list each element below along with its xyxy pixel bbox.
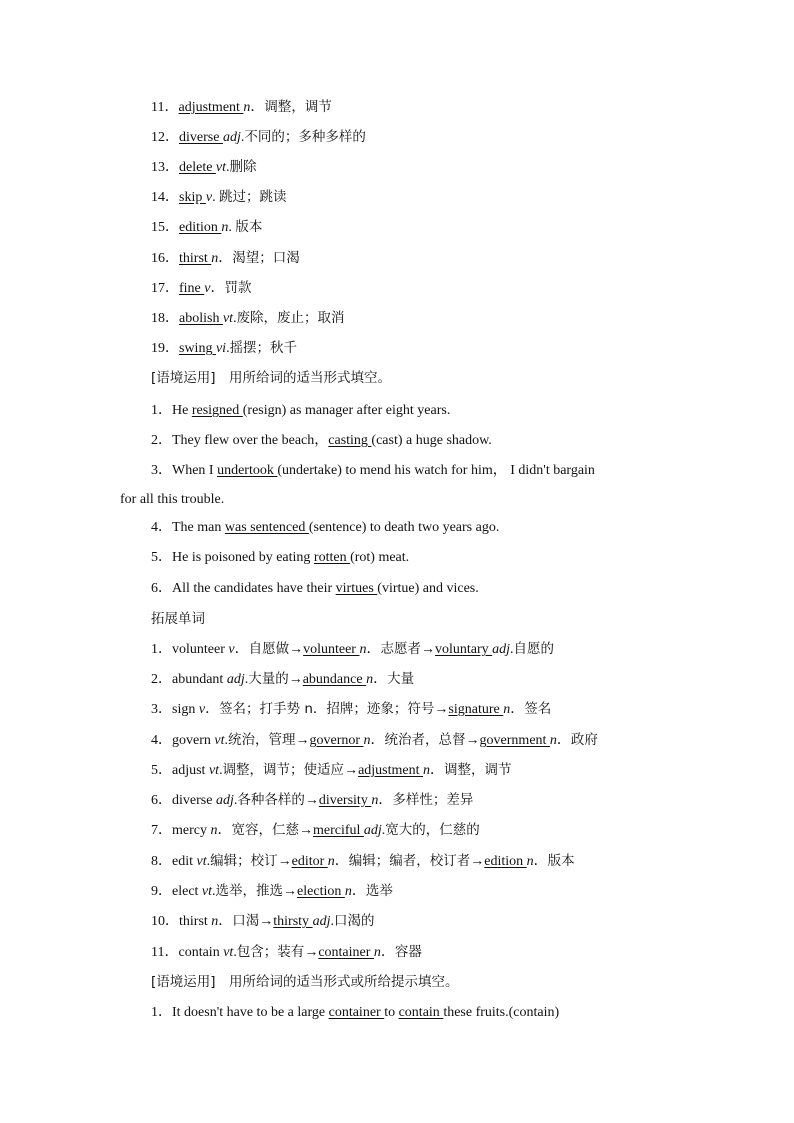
base-word: abundant (172, 672, 227, 687)
section-heading (151, 973, 459, 992)
meaning: 调整，调节；使适应 (222, 762, 345, 778)
separator: . (240, 130, 245, 145)
expand-item (151, 640, 554, 659)
part-of-speech: n (373, 945, 381, 960)
part-of-speech: vt (223, 945, 234, 960)
meaning: 大量 (387, 671, 415, 687)
vocab-item (151, 128, 366, 147)
derived-word: container (318, 945, 374, 960)
arrow: → (304, 945, 319, 960)
part-of-speech: n (503, 702, 511, 717)
separator: . (212, 884, 216, 899)
item-number: 14． (151, 190, 179, 205)
part-of-speech: v (205, 190, 213, 205)
part-of-speech: n (221, 220, 229, 235)
meaning: 志愿者 (380, 641, 421, 657)
item-number: 1． (151, 1005, 172, 1020)
meaning: 版本 (547, 853, 575, 869)
meaning: 不同的；多种多样的 (244, 129, 366, 145)
part-of-speech: vt (222, 311, 234, 326)
part-of-speech: n (526, 854, 534, 869)
item-number: 11． (151, 945, 179, 960)
separator: ． (218, 914, 233, 929)
derived-word: abundance (302, 672, 367, 687)
meaning: 删除 (229, 159, 257, 175)
item-number: 19． (151, 341, 179, 356)
base-word: sign (172, 702, 199, 717)
answer-blank: rotten (313, 550, 351, 565)
part-of-speech: n (363, 733, 371, 748)
vocab-word: skip (179, 190, 206, 205)
separator: . (226, 160, 230, 175)
base-word: edit (172, 854, 197, 869)
item-number: 9． (151, 884, 172, 899)
meaning: 渴望；口渴 (232, 250, 300, 266)
separator: ． (366, 642, 381, 657)
meaning: 各种各样的 (237, 792, 305, 808)
vocab-item (151, 339, 297, 358)
separator: . (381, 823, 386, 838)
vocab-item (151, 158, 257, 177)
meaning: 签名 (524, 701, 552, 717)
part-of-speech: n (210, 823, 218, 838)
part-of-speech: n (549, 733, 557, 748)
exercise-sentence (151, 549, 409, 567)
base-word: diverse (172, 793, 216, 808)
separator: ． (373, 672, 388, 687)
meaning: 调整，调节 (264, 99, 332, 115)
separator: ． (218, 251, 233, 266)
base-word: govern (172, 733, 215, 748)
vocab-word: swing (179, 341, 216, 356)
arrow: → (283, 884, 298, 899)
arrow: → (434, 702, 449, 717)
meaning: 容器 (394, 944, 422, 960)
answer-blank: undertook (217, 463, 278, 478)
meaning: 大量的 (248, 671, 289, 687)
answer-blank: was sentenced (224, 520, 309, 535)
separator: ． (234, 642, 249, 657)
part-of-speech: n (211, 251, 219, 266)
part-of-speech: v (204, 281, 211, 296)
meaning: 罚款 (224, 280, 252, 296)
vocab-item (151, 279, 251, 298)
part-of-speech: v (198, 702, 206, 717)
expand-item (151, 943, 422, 962)
section-heading (151, 610, 205, 629)
meaning: 废除，废止；取消 (236, 310, 345, 326)
exercise-sentence-continued (120, 491, 224, 509)
item-number: 6． (151, 793, 172, 808)
derived-word: adjustment (358, 763, 423, 778)
vocab-word: abolish (179, 311, 223, 326)
section-title: [语境运用] 用所给词的适当形式填空。 (151, 370, 392, 386)
arrow: → (344, 763, 359, 778)
separator: ． (351, 884, 366, 899)
vocab-item (151, 309, 345, 328)
part-of-speech: n (211, 914, 219, 929)
item-number: 15． (151, 220, 179, 235)
separator: ． (217, 823, 232, 838)
separator: . (206, 854, 211, 869)
expand-item (151, 761, 512, 780)
item-number: 8． (151, 854, 172, 869)
sentence-text: All the candidates have their (172, 581, 336, 596)
separator: ． (205, 702, 220, 717)
vocab-word: delete (179, 160, 216, 175)
vocab-word: thirst (179, 251, 212, 266)
sentence-text: He is poisoned by eating (172, 550, 314, 565)
part-of-speech: vt (214, 733, 225, 748)
item-number: 12． (151, 130, 179, 145)
sentence-text: (sentence) to death two years ago. (308, 520, 500, 535)
sentence-text: (virtue) and vices. (377, 581, 479, 596)
expand-item (151, 821, 480, 840)
sentence-text: The man (172, 520, 225, 535)
derived-word: merciful (312, 823, 364, 838)
derived-word: diversity (318, 793, 372, 808)
meaning: 统治，管理 (228, 732, 296, 748)
part-of-speech: adj (492, 642, 511, 657)
item-number: 6． (151, 581, 172, 596)
part-of-speech: vt (201, 884, 213, 899)
vocab-item (151, 218, 262, 237)
section-title: 拓展单词 (151, 611, 205, 627)
vocab-word: diverse (179, 130, 223, 145)
item-number: 11． (151, 100, 179, 115)
vocab-item (151, 98, 332, 117)
part-of-speech: vi (215, 341, 227, 356)
base-word: contain (178, 945, 224, 960)
meaning: 摇摆；秋千 (229, 340, 298, 356)
meaning: 编辑；校订 (210, 853, 278, 869)
item-number: 2． (151, 433, 172, 448)
expand-item (151, 882, 393, 901)
part-of-speech: n (371, 793, 379, 808)
item-number: 5． (151, 550, 172, 565)
item-number: 17． (151, 281, 179, 296)
section-title: [语境运用] 用所给词的适当形式或所给提示填空。 (151, 974, 459, 990)
meaning: 宽容，仁慈 (231, 822, 299, 838)
separator: ． (334, 854, 349, 869)
expand-item (151, 670, 414, 689)
answer-blank: casting (328, 433, 372, 448)
part-of-speech: adj (363, 823, 382, 838)
derived-word: governor (309, 733, 364, 748)
part-of-speech: adj (226, 672, 245, 687)
exercise-sentence (151, 1004, 559, 1022)
sentence-text: to (384, 1005, 399, 1020)
meaning: 版本 (235, 219, 263, 235)
arrow: → (259, 914, 274, 929)
part-of-speech: adj (312, 914, 331, 929)
meaning: 跳过；跳读 (219, 189, 287, 205)
vocab-item (151, 188, 287, 207)
expand-item (151, 852, 575, 871)
meaning: 自愿做 (248, 641, 290, 657)
separator: . (224, 733, 228, 748)
arrow: → (289, 642, 304, 657)
meaning: 口渴的 (333, 913, 375, 929)
meaning: 编辑；编者，校订者 (348, 853, 471, 869)
answer-blank: contain (398, 1005, 444, 1020)
item-number: 13． (151, 160, 179, 175)
meaning: 政府 (570, 732, 598, 748)
part-of-speech: vt (208, 763, 220, 778)
arrow: → (288, 672, 303, 687)
item-number: 5． (151, 763, 172, 778)
arrow: → (420, 642, 435, 657)
separator: ． (430, 763, 444, 778)
vocab-word: fine (179, 281, 205, 296)
sentence-text: for all this trouble. (120, 492, 225, 507)
exercise-sentence (151, 462, 595, 480)
sentence-text: He (172, 403, 192, 418)
item-number: 1． (151, 642, 172, 657)
meaning: 选举，推选 (215, 883, 284, 899)
exercise-sentence (151, 432, 492, 450)
exercise-sentence (151, 402, 450, 420)
section-heading (151, 369, 391, 388)
answer-blank: resigned (191, 403, 243, 418)
separator: . (212, 190, 220, 205)
item-number: 18． (151, 311, 179, 326)
separator: ． (556, 733, 571, 748)
item-number: 3． (151, 463, 172, 478)
derived-word: election (297, 884, 345, 899)
meaning: 签名；打手势 n．招牌；迹象；符号 (219, 701, 435, 717)
separator: . (233, 793, 238, 808)
sentence-text: When I (172, 463, 218, 478)
sentence-text: It doesn't have to be a large (172, 1005, 329, 1020)
part-of-speech: v (228, 642, 235, 657)
arrow: → (277, 854, 292, 869)
meaning: 宽大的，仁慈的 (385, 822, 480, 838)
sentence-text: They flew over the beach， (172, 433, 329, 448)
derived-word: volunteer (303, 642, 360, 657)
part-of-speech: n (423, 763, 430, 778)
arrow: → (298, 823, 313, 838)
item-number: 4． (151, 520, 172, 535)
sentence-text: (rot) meat. (350, 550, 410, 565)
derived-word: thirsty (273, 914, 313, 929)
base-word: thirst (179, 914, 212, 929)
derived-word: editor (291, 854, 328, 869)
part-of-speech: n (344, 884, 352, 899)
separator: . (233, 945, 237, 960)
vocab-word: edition (179, 220, 222, 235)
item-number: 7． (151, 823, 172, 838)
arrow: → (304, 793, 319, 808)
exercise-sentence (151, 580, 479, 598)
base-word: adjust (172, 763, 209, 778)
separator: ． (510, 702, 525, 717)
sentence-text: (undertake) to mend his watch for him， I didn't bargain (277, 463, 595, 478)
separator: . (510, 642, 514, 657)
item-number: 3． (151, 702, 172, 717)
expand-item (151, 791, 473, 810)
expand-item (151, 731, 598, 750)
vocab-item (151, 249, 300, 268)
item-number: 2． (151, 672, 172, 687)
meaning: 调整，调节 (444, 762, 512, 778)
meaning: 统治者，总督 (384, 732, 466, 748)
base-word: mercy (172, 823, 211, 838)
separator: . (233, 311, 237, 326)
meaning: 口渴 (232, 913, 260, 929)
item-number: 10． (151, 914, 179, 929)
part-of-speech: adj (215, 793, 234, 808)
base-word: volunteer (172, 642, 229, 657)
arrow: → (470, 854, 485, 869)
item-number: 4． (151, 733, 172, 748)
sentence-text: (resign) as manager after eight years. (242, 403, 451, 418)
item-number: 1． (151, 403, 172, 418)
derived-word: signature (448, 702, 504, 717)
separator: ． (370, 733, 385, 748)
separator: ． (533, 854, 548, 869)
answer-blank: container (328, 1005, 385, 1020)
derived-word: government (479, 733, 550, 748)
meaning: 包含；装有 (236, 944, 305, 960)
base-word: elect (172, 884, 202, 899)
part-of-speech: n (366, 672, 374, 687)
item-number: 16． (151, 251, 179, 266)
separator: . (219, 763, 223, 778)
derived-word: edition (484, 854, 527, 869)
exercise-sentence (151, 519, 499, 537)
separator: . (228, 220, 236, 235)
expand-item (151, 912, 374, 931)
arrow: → (465, 733, 480, 748)
answer-blank: virtues (335, 581, 378, 596)
meaning: 自愿的 (513, 641, 555, 657)
derived-word: voluntary (434, 642, 493, 657)
meaning: 多样性；差异 (392, 792, 474, 808)
sentence-text: (cast) a huge shadow. (371, 433, 492, 448)
separator: . (244, 672, 249, 687)
part-of-speech: n (243, 100, 251, 115)
part-of-speech: adj (222, 130, 241, 145)
vocab-word: adjustment (178, 100, 244, 115)
separator: ． (380, 945, 395, 960)
part-of-speech: vt (215, 160, 227, 175)
part-of-speech: n (327, 854, 335, 869)
sentence-text: these fruits.(contain) (443, 1005, 560, 1020)
separator: ． (210, 281, 225, 296)
expand-item (151, 700, 551, 719)
separator: ． (378, 793, 393, 808)
part-of-speech: vt (196, 854, 207, 869)
separator: ． (250, 100, 265, 115)
separator: . (330, 914, 334, 929)
arrow: → (295, 733, 310, 748)
separator: . (226, 341, 230, 356)
part-of-speech: n (359, 642, 367, 657)
meaning: 选举 (365, 883, 393, 899)
